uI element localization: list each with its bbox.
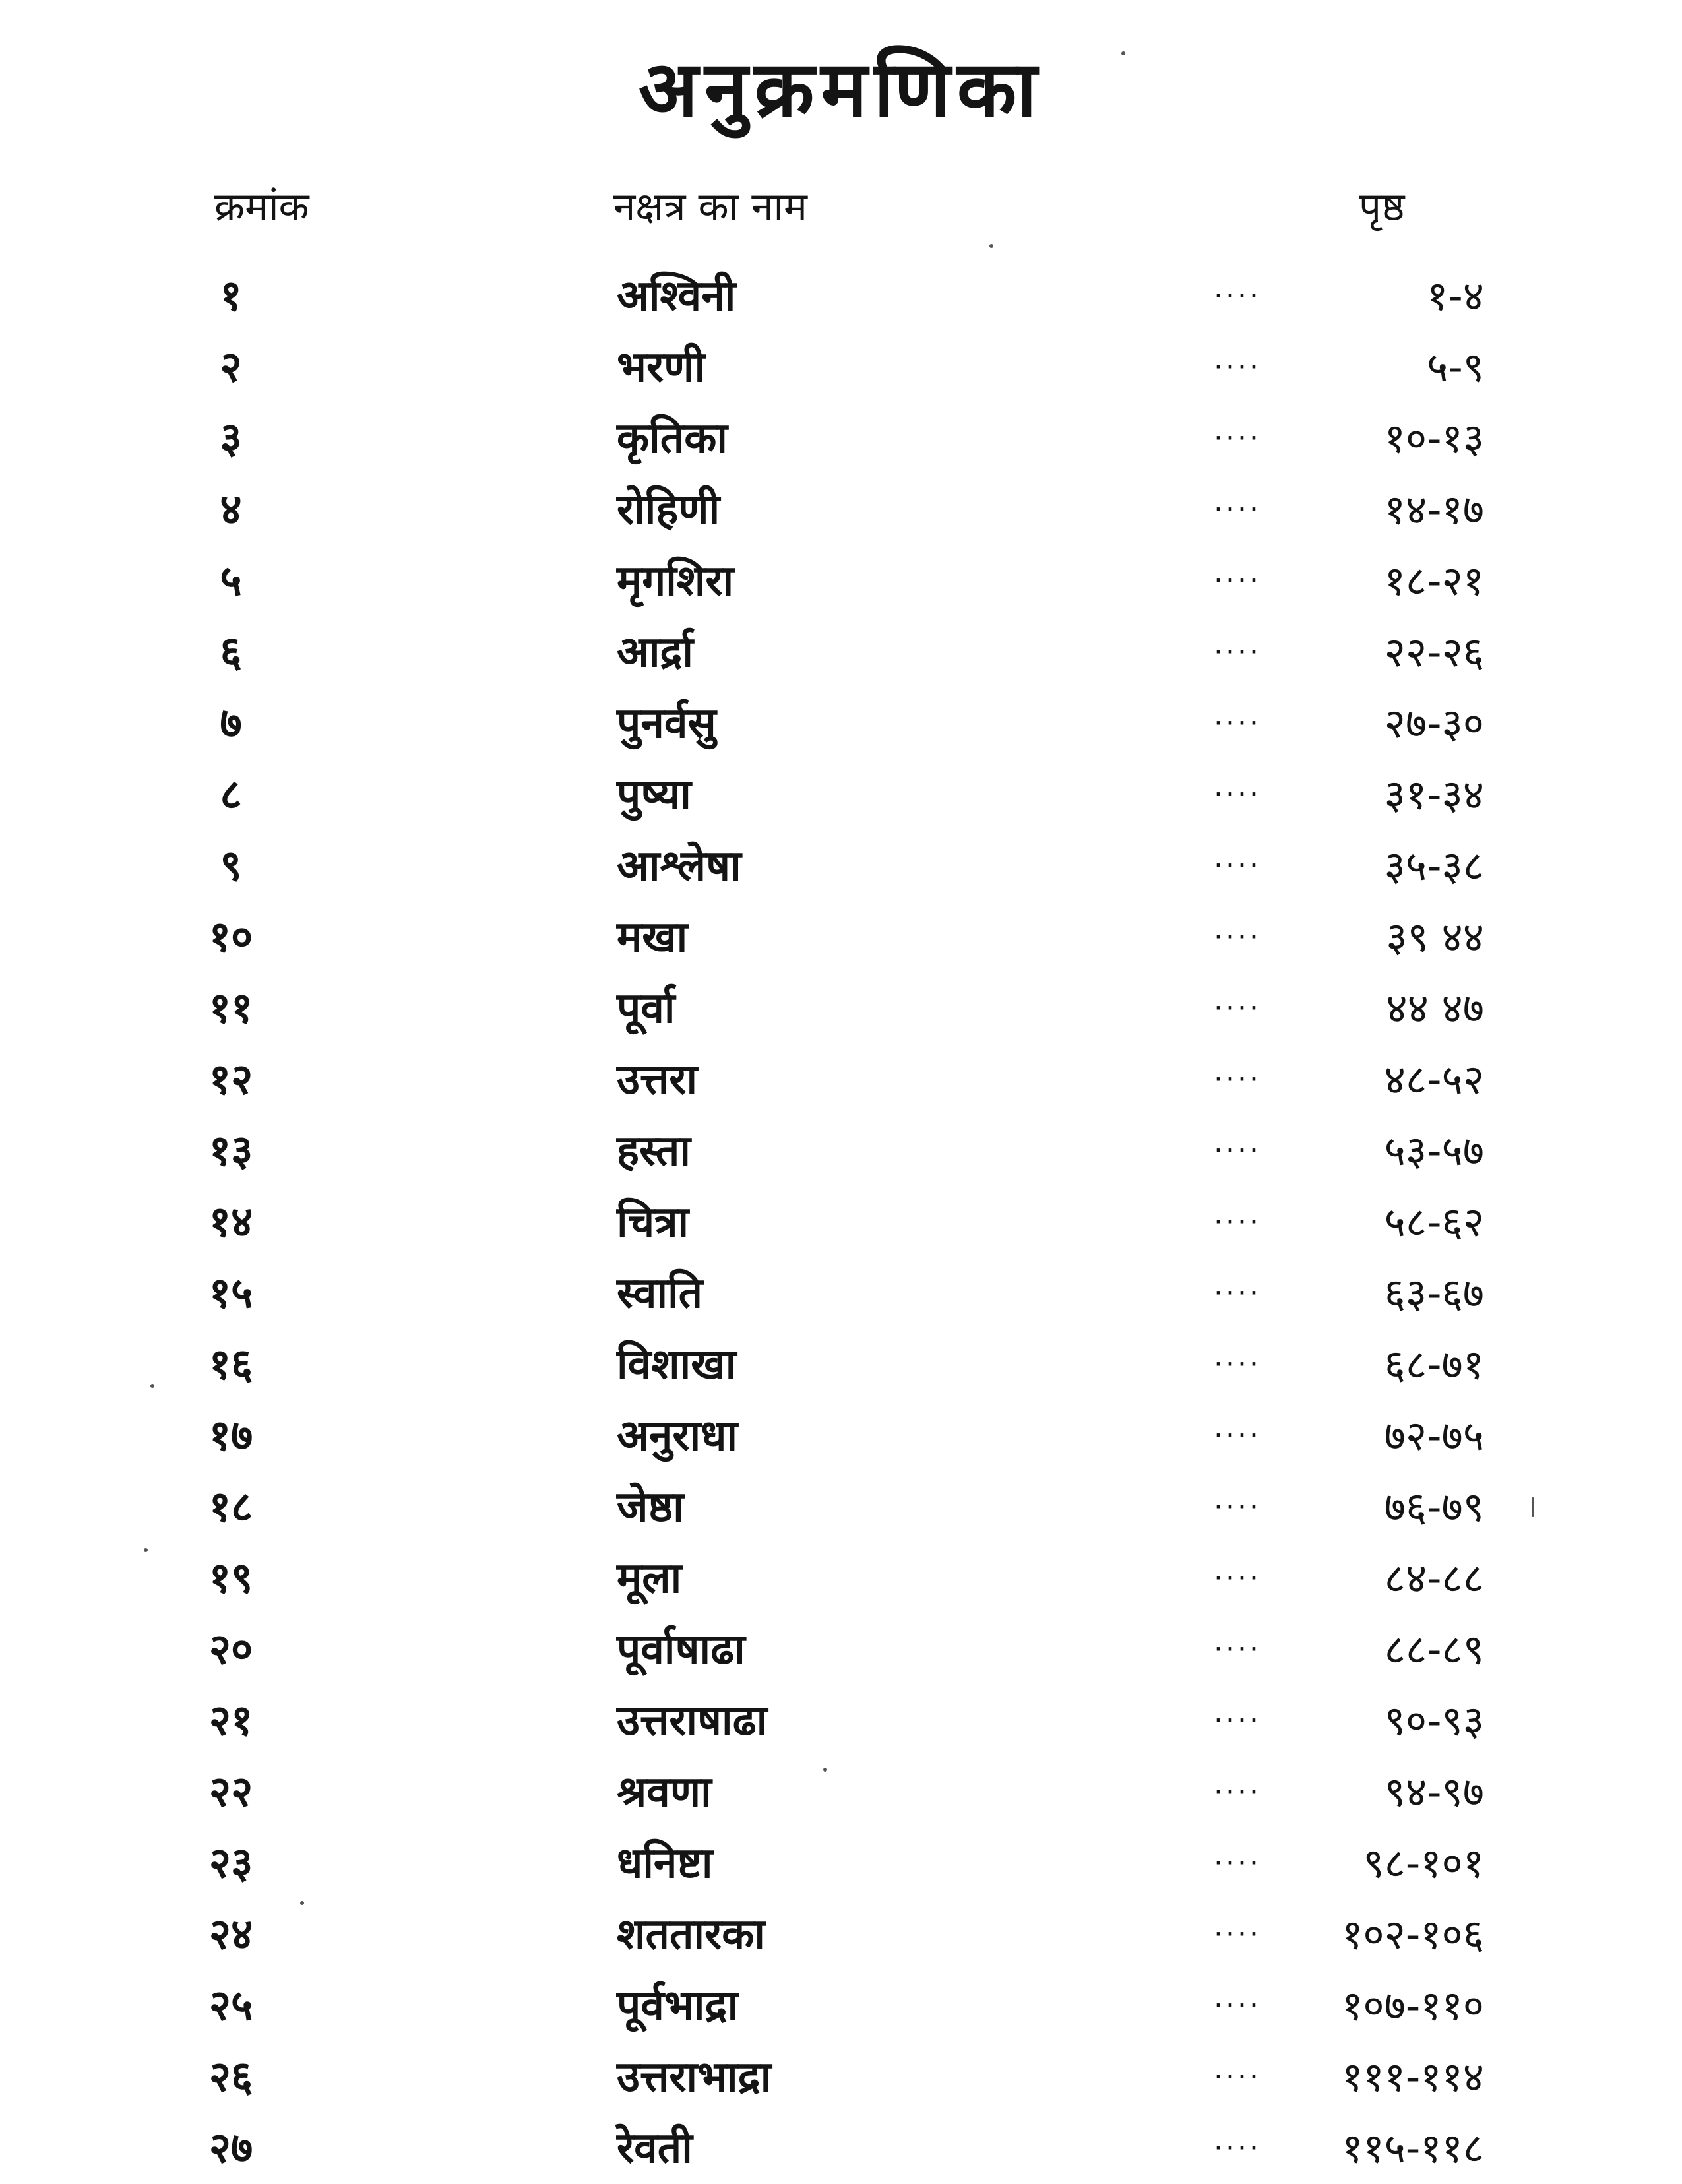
row-number: २ bbox=[220, 343, 242, 392]
row-name: उत्तराषाढा bbox=[617, 1697, 768, 1745]
row-pages: १०-१३ bbox=[1384, 414, 1484, 462]
row-pages: १-४ bbox=[1427, 272, 1484, 320]
row-number: १० bbox=[208, 913, 253, 962]
row-number: १३ bbox=[208, 1127, 253, 1175]
row-name: उत्तरा bbox=[617, 1055, 698, 1104]
row-number: २५ bbox=[208, 1981, 253, 2030]
table-row bbox=[0, 688, 1682, 759]
row-name: पूर्वभाद्रा bbox=[617, 1981, 739, 2030]
row-name: भरणी bbox=[617, 343, 706, 392]
row-name: मूला bbox=[617, 1554, 682, 1603]
index-table bbox=[0, 261, 1682, 2184]
row-name: जेष्ठा bbox=[617, 1483, 684, 1532]
dot-leader: ···· bbox=[1214, 421, 1261, 455]
dot-leader: ···· bbox=[1214, 1561, 1261, 1595]
table-row bbox=[0, 1044, 1682, 1115]
row-number: २० bbox=[208, 1625, 253, 1674]
row-pages: ८४-८८ bbox=[1384, 1554, 1484, 1602]
row-pages: ६३-६७ bbox=[1384, 1269, 1484, 1317]
row-number: ६ bbox=[220, 628, 242, 677]
dot-leader: ···· bbox=[1214, 2131, 1261, 2165]
table-row bbox=[0, 1258, 1682, 1329]
row-pages: ५३-५७ bbox=[1384, 1127, 1484, 1175]
dot-leader: ···· bbox=[1214, 1419, 1261, 1452]
dot-leader: ···· bbox=[1214, 564, 1261, 598]
dot-leader: ···· bbox=[1214, 706, 1261, 740]
row-pages: ५८-६२ bbox=[1384, 1198, 1484, 1246]
scan-speck bbox=[300, 1901, 304, 1905]
dot-leader: ···· bbox=[1214, 1633, 1261, 1666]
row-pages: ७६-७९ bbox=[1384, 1483, 1484, 1531]
row-number: २२ bbox=[208, 1768, 253, 1817]
row-pages: १८-२१ bbox=[1384, 557, 1484, 605]
table-row bbox=[0, 403, 1682, 474]
row-pages: ११५-११८ bbox=[1342, 2124, 1484, 2172]
page-title: अनुक्रमणिका bbox=[639, 44, 1043, 135]
dot-leader: ···· bbox=[1214, 849, 1261, 883]
row-number: २६ bbox=[208, 2053, 253, 2102]
row-number: १९ bbox=[208, 1554, 253, 1603]
row-pages: १११-११४ bbox=[1342, 2053, 1484, 2101]
dot-leader: ···· bbox=[1214, 493, 1261, 526]
row-pages: ३९ ४४ bbox=[1386, 913, 1484, 961]
row-number: १७ bbox=[208, 1412, 253, 1460]
row-pages: ६८-७१ bbox=[1384, 1340, 1484, 1388]
dot-leader: ···· bbox=[1214, 1276, 1261, 1310]
row-number: ८ bbox=[220, 770, 242, 819]
scan-speck bbox=[150, 1384, 154, 1388]
row-name: धनिष्टा bbox=[617, 1839, 713, 1888]
table-row bbox=[0, 830, 1682, 902]
row-name: मृगशिरा bbox=[617, 557, 734, 606]
dot-leader: ···· bbox=[1214, 920, 1261, 954]
row-number: १५ bbox=[208, 1269, 253, 1318]
row-pages: २७-३० bbox=[1384, 699, 1484, 747]
row-name: अनुराधा bbox=[617, 1412, 738, 1460]
row-pages: ५-९ bbox=[1427, 343, 1484, 391]
row-name: पुनर्वसु bbox=[617, 699, 716, 748]
table-row bbox=[0, 1685, 1682, 1757]
header-name: नक्षत्र का नाम bbox=[613, 184, 807, 230]
table-row bbox=[0, 1970, 1682, 2042]
table-row bbox=[0, 474, 1682, 546]
row-pages: ३५-३८ bbox=[1384, 842, 1484, 890]
table-row bbox=[0, 1543, 1682, 1614]
table-row bbox=[0, 759, 1682, 830]
row-number: १ bbox=[220, 272, 242, 321]
row-name: मखा bbox=[617, 913, 688, 962]
dot-leader: ···· bbox=[1214, 2060, 1261, 2094]
table-row bbox=[0, 1329, 1682, 1400]
row-pages: ९८-१०१ bbox=[1363, 1839, 1484, 1887]
table-row bbox=[0, 2113, 1682, 2184]
dot-leader: ···· bbox=[1214, 350, 1261, 384]
table-row bbox=[0, 1899, 1682, 1970]
row-number: ४ bbox=[220, 485, 242, 534]
row-name: आर्द्रा bbox=[617, 628, 693, 677]
row-name: विशाखा bbox=[617, 1340, 737, 1389]
scan-speck bbox=[1532, 1497, 1534, 1517]
row-name: पूर्वा bbox=[617, 984, 675, 1033]
row-number: २४ bbox=[208, 1910, 253, 1959]
row-name: रेवती bbox=[617, 2124, 693, 2173]
row-number: ३ bbox=[220, 414, 242, 463]
row-number: २३ bbox=[208, 1839, 253, 1888]
table-row bbox=[0, 973, 1682, 1044]
table-row bbox=[0, 902, 1682, 973]
row-name: स्वाति bbox=[617, 1269, 703, 1318]
dot-leader: ···· bbox=[1214, 1989, 1261, 2022]
row-name: चित्रा bbox=[617, 1198, 689, 1247]
table-row bbox=[0, 617, 1682, 688]
table-row bbox=[0, 1757, 1682, 1828]
dot-leader: ···· bbox=[1214, 1846, 1261, 1880]
row-pages: ९०-९३ bbox=[1384, 1697, 1484, 1745]
scan-speck bbox=[989, 244, 993, 248]
table-row bbox=[0, 546, 1682, 617]
table-row bbox=[0, 1614, 1682, 1685]
row-name: शततारका bbox=[617, 1910, 765, 1959]
row-number: ९ bbox=[220, 842, 242, 890]
row-number: २७ bbox=[208, 2124, 253, 2173]
dot-leader: ···· bbox=[1214, 1918, 1261, 1951]
table-row bbox=[0, 261, 1682, 332]
table-row bbox=[0, 2042, 1682, 2113]
row-number: १४ bbox=[208, 1198, 253, 1247]
row-name: आश्लेषा bbox=[617, 842, 741, 890]
row-number: १२ bbox=[208, 1055, 253, 1104]
header-page: पृष्ठ bbox=[1359, 184, 1405, 230]
row-name: पुष्या bbox=[617, 770, 691, 819]
row-pages: १४-१७ bbox=[1384, 485, 1484, 534]
table-row bbox=[0, 1115, 1682, 1187]
row-pages: १०७-११० bbox=[1342, 1981, 1484, 2030]
row-name: श्रवणा bbox=[617, 1768, 712, 1817]
row-number: ११ bbox=[208, 984, 253, 1033]
column-header-row bbox=[0, 178, 1682, 237]
row-pages: ७२-७५ bbox=[1384, 1412, 1484, 1460]
header-number: क्रमांक bbox=[214, 184, 309, 230]
row-pages: २२-२६ bbox=[1384, 628, 1484, 676]
dot-leader: ···· bbox=[1214, 991, 1261, 1025]
scan-speck bbox=[823, 1768, 827, 1772]
dot-leader: ···· bbox=[1214, 1205, 1261, 1239]
row-number: १८ bbox=[208, 1483, 253, 1532]
row-number: २१ bbox=[208, 1697, 253, 1745]
row-name: उत्तराभाद्रा bbox=[617, 2053, 772, 2102]
row-number: ५ bbox=[220, 557, 242, 606]
table-row bbox=[0, 1187, 1682, 1258]
row-name: हस्ता bbox=[617, 1127, 691, 1175]
row-name: कृतिका bbox=[617, 414, 728, 463]
dot-leader: ···· bbox=[1214, 778, 1261, 811]
dot-leader: ···· bbox=[1214, 279, 1261, 313]
scan-speck bbox=[144, 1548, 148, 1552]
table-row bbox=[0, 1400, 1682, 1472]
dot-leader: ···· bbox=[1214, 1134, 1261, 1168]
dot-leader: ···· bbox=[1214, 1775, 1261, 1809]
row-name: अश्विनी bbox=[617, 272, 736, 321]
row-name: पूर्वाषाढा bbox=[617, 1625, 745, 1674]
table-row bbox=[0, 332, 1682, 403]
dot-leader: ···· bbox=[1214, 1704, 1261, 1737]
table-row bbox=[0, 1472, 1682, 1543]
dot-leader: ···· bbox=[1214, 1490, 1261, 1524]
row-pages: ३१-३४ bbox=[1384, 770, 1484, 819]
dot-leader: ···· bbox=[1214, 635, 1261, 669]
row-pages: १०२-१०६ bbox=[1342, 1910, 1484, 1958]
table-row bbox=[0, 1828, 1682, 1899]
row-pages: ८८-८९ bbox=[1384, 1625, 1484, 1673]
row-pages: ९४-९७ bbox=[1384, 1768, 1484, 1816]
row-name: रोहिणी bbox=[617, 485, 720, 534]
row-pages: ४८-५२ bbox=[1384, 1055, 1484, 1104]
dot-leader: ···· bbox=[1214, 1063, 1261, 1096]
row-number: १६ bbox=[208, 1340, 253, 1389]
dot-leader: ···· bbox=[1214, 1348, 1261, 1381]
row-number: ७ bbox=[220, 699, 242, 748]
scan-speck bbox=[1121, 51, 1125, 55]
row-pages: ४४ ४७ bbox=[1386, 984, 1484, 1032]
